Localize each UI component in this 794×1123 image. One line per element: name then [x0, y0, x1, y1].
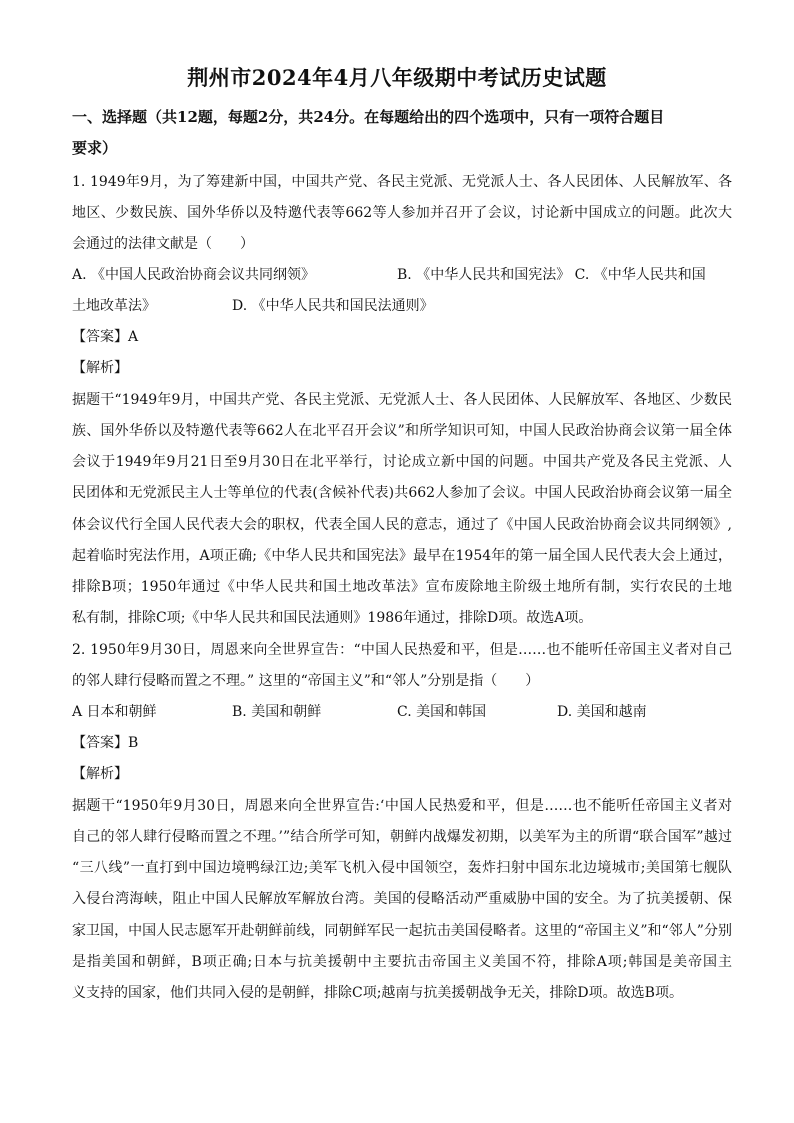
q1-analysis-line: 起着临时宪法作用，A项正确;《中华人民共和国宪法》最早在1954年的第一届全国人民代表大会上通过， — [72, 548, 732, 564]
q1-answer: 【答案】A — [72, 329, 139, 345]
q1-option-d: D. 《中华人民共和国民法通则》 — [232, 298, 434, 314]
q1-option-c-continued: 土地改革法》 — [72, 298, 156, 314]
q2-analysis-line: 义支持的国家，他们共同入侵的是朝鲜，排除C项;越南与抗美援朝战争无关，排除D项。故选B项。 — [72, 985, 683, 1001]
page-title: 荆州市2024年4月八年级期中考试历史试题 — [187, 65, 607, 90]
q1-analysis-line: 排除B项；1950年通过《中华人民共和国土地改革法》宣布废除地主阶级土地所有制，实行农民的土地 — [72, 579, 732, 595]
q2-analysis-line: 自己的邻人肆行侵略而置之不理。’”结合所学可知，朝鲜内战爆发初期，以美军为主的所谓“联合国军”越过 — [72, 829, 732, 845]
q1-stem-line: 地区、少数民族、国外华侨以及特邀代表等662等人参加并召开了会议，讨论新中国成立的问题。此次大 — [72, 205, 732, 221]
q1-stem-line: 会通过的法律文献是（ ） — [72, 236, 254, 252]
q2-option-a: A 日本和朝鲜 — [72, 704, 157, 720]
q1-analysis-line: 族、国外华侨以及特邀代表等662人在北平召开会议”和所学知识可知，中国人民政治协商会议第一届全体 — [72, 423, 732, 439]
q2-option-d: D. 美国和越南 — [557, 704, 647, 720]
q1-analysis-line: 体会议代行全国人民代表大会的职权，代表全国人民的意志，通过了《中国人民政治协商会议共同纲领》, — [72, 517, 732, 533]
q1-option-b-c: B. 《中华人民共和国宪法》 C. 《中华人民共和国 — [397, 267, 706, 283]
q1-analysis-line: 民团体和无党派民主人士等单位的代表(含候补代表)共662人参加了会议。中国人民政治协商会议第一届全 — [72, 485, 732, 501]
q2-option-c: C. 美国和韩国 — [397, 704, 487, 720]
q2-stem-line: 2. 1950年9月30日，周恩来向全世界宣告：“中国人民热爱和平，但是……也不能听任帝国主义者对自己 — [72, 642, 732, 658]
q1-analysis-line: 据题干“1949年9月，中国共产党、各民主党派、无党派人士、各人民团体、人民解放军、各地区、少数民 — [72, 392, 732, 408]
section-heading-line-2: 要求） — [72, 139, 118, 157]
section-heading-line-1: 一、选择题（共12题，每题2分，共24分。在每题给出的四个选项中，只有一项符合题目 — [72, 108, 665, 126]
q1-analysis-line: 会议于1949年9月21日至9月30日在北平举行，讨论成立新中国的问题。中国共产党及各民主党派、人 — [72, 454, 732, 470]
q2-analysis-label: 【解析】 — [72, 766, 128, 782]
q2-analysis-line: 是指美国和朝鲜，B项正确;日本与抗美援朝中主要抗击帝国主义美国不符，排除A项;韩国是美帝国主 — [72, 954, 732, 970]
q2-analysis-line: 家卫国，中国人民志愿军开赴朝鲜前线，同朝鲜军民一起抗击美国侵略者。这里的“帝国主义”和“邻人”分别 — [72, 923, 732, 939]
q2-analysis-line: 入侵台湾海峡，阻止中国人民解放军解放台湾。美国的侵略活动严重威胁中国的安全。为了抗美援朝、保 — [72, 891, 732, 907]
q1-option-a: A. 《中国人民政治协商会议共同纲领》 — [72, 267, 316, 283]
q2-option-b: B. 美国和朝鲜 — [232, 704, 322, 720]
q1-analysis-line: 私有制，排除C项;《中华人民共和国民法通则》1986年通过，排除D项。故选A项。 — [72, 610, 593, 626]
q1-stem-line: 1. 1949年9月，为了筹建新中国，中国共产党、各民主党派、无党派人士、各人民团体、人民解放军、各 — [72, 174, 732, 190]
q2-analysis-line: 据题干“1950年9月30日，周恩来向全世界宣告:‘中国人民热爱和平，但是……也不能听任帝国主义者对 — [72, 798, 732, 814]
q2-answer: 【答案】B — [72, 735, 139, 751]
q2-stem-line: 的邻人肆行侵略而置之不理。” 这里的“帝国主义”和“邻人”分别是指（ ） — [72, 673, 540, 689]
q1-analysis-label: 【解析】 — [72, 360, 128, 376]
q2-analysis-line: “三八线”一直打到中国边境鸭绿江边;美军飞机入侵中国领空，轰炸扫射中国东北边境城市;美国第七舰队 — [72, 860, 732, 876]
